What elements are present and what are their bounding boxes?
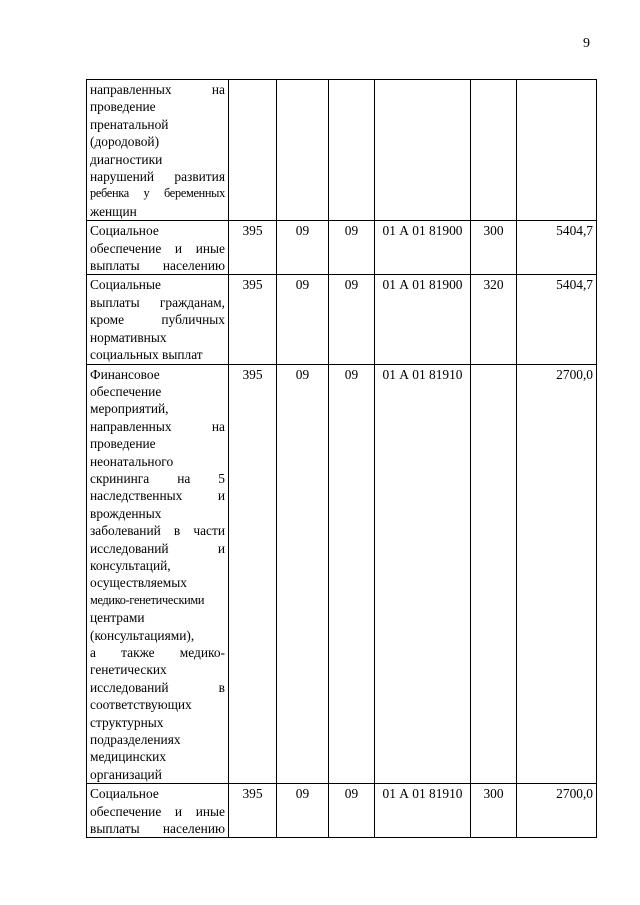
description-line: генетических (90, 662, 167, 678)
description-line: а также медико- (90, 645, 225, 660)
description-line: обеспечение (90, 383, 162, 399)
table-row (87, 784, 597, 838)
cell-target-article: 01 А 01 81900 (375, 221, 471, 275)
description-line: пренатальной (90, 116, 169, 132)
cell-grbs-code (229, 80, 277, 221)
cell-subsection-code: 09 (329, 275, 375, 364)
budget-table (86, 79, 597, 838)
cell-grbs-code: 395 (229, 784, 277, 838)
cell-amount: 5404,7 (517, 221, 597, 275)
description-line: медицинских (90, 749, 167, 765)
description-line: исследований в (90, 679, 225, 695)
description-line: женщин (90, 203, 137, 219)
description-line: организаций (90, 766, 162, 782)
description-line: Финансовое (90, 366, 160, 382)
description-line: обеспечение и иные (90, 803, 225, 819)
cell-amount: 2700,0 (517, 784, 597, 838)
cell-amount: 2700,0 (517, 364, 597, 784)
cell-section-code: 09 (277, 364, 329, 784)
description-line: осуществляемых (90, 575, 187, 591)
table-row (87, 275, 597, 364)
description-line: скрининга на 5 (90, 470, 225, 486)
cell-expense-type: 300 (471, 221, 517, 275)
cell-target-article: 01 А 01 81910 (375, 784, 471, 838)
description-line: заболеваний в части (90, 523, 225, 539)
table-row (87, 221, 597, 275)
row-description (87, 784, 229, 838)
description-line: диагностики (90, 151, 163, 167)
cell-expense-type: 300 (471, 784, 517, 838)
cell-subsection-code (329, 80, 375, 221)
table-row (87, 80, 597, 221)
description-line: направленных на (90, 418, 225, 434)
description-line: исследований и (90, 540, 225, 556)
cell-section-code (277, 80, 329, 221)
cell-target-article: 01 А 01 81910 (375, 364, 471, 784)
description-line: (дородовой) (90, 134, 160, 150)
cell-subsection-code: 09 (329, 364, 375, 784)
description-line: нарушений развития (90, 169, 225, 185)
description-line: соответствующих (90, 697, 192, 713)
cell-target-article: 01 А 01 81900 (375, 275, 471, 364)
description-line: проведение (90, 99, 156, 115)
description-line: выплаты населению (90, 258, 225, 274)
cell-subsection-code: 09 (329, 784, 375, 838)
description-line: социальных выплат (90, 347, 203, 363)
description-line: центрами (90, 610, 145, 626)
description-line: Социальные (90, 277, 161, 293)
description-line: выплаты гражданам, (90, 294, 225, 310)
description-line: выплаты населению (90, 821, 225, 837)
description-line: подразделениях (90, 732, 181, 748)
description-line: врожденных (90, 505, 162, 521)
page-number: 9 (583, 36, 590, 51)
row-description (87, 275, 229, 364)
description-line: консультаций, (90, 557, 171, 573)
description-line: наследственных и (90, 488, 225, 504)
description-line: Социальное (90, 223, 159, 239)
cell-grbs-code: 395 (229, 275, 277, 364)
cell-target-article (375, 80, 471, 221)
description-line: Социальное (90, 786, 159, 802)
cell-expense-type (471, 80, 517, 221)
cell-section-code: 09 (277, 221, 329, 275)
cell-amount: 5404,7 (517, 275, 597, 364)
row-description (87, 221, 229, 275)
description-line: проведение (90, 436, 156, 452)
cell-section-code: 09 (277, 275, 329, 364)
description-line: нормативных (90, 329, 167, 345)
table-body (87, 80, 597, 838)
row-description (87, 80, 229, 221)
description-line: (консультациями), (90, 627, 195, 643)
cell-amount (517, 80, 597, 221)
description-line: структурных (90, 714, 164, 730)
cell-grbs-code: 395 (229, 221, 277, 275)
cell-section-code: 09 (277, 784, 329, 838)
row-description (87, 364, 229, 784)
description-line: медико-генетическими (90, 592, 205, 607)
description-line: направленных на (90, 82, 225, 97)
cell-subsection-code: 09 (329, 221, 375, 275)
description-line: ребенка у беременных (90, 186, 225, 201)
table-row (87, 364, 597, 784)
cell-expense-type: 320 (471, 275, 517, 364)
cell-grbs-code: 395 (229, 364, 277, 784)
description-line: неонатального (90, 453, 174, 469)
cell-expense-type (471, 364, 517, 784)
description-line: обеспечение и иные (90, 240, 225, 256)
description-line: мероприятий, (90, 401, 169, 417)
description-line: кроме публичных (90, 312, 225, 328)
